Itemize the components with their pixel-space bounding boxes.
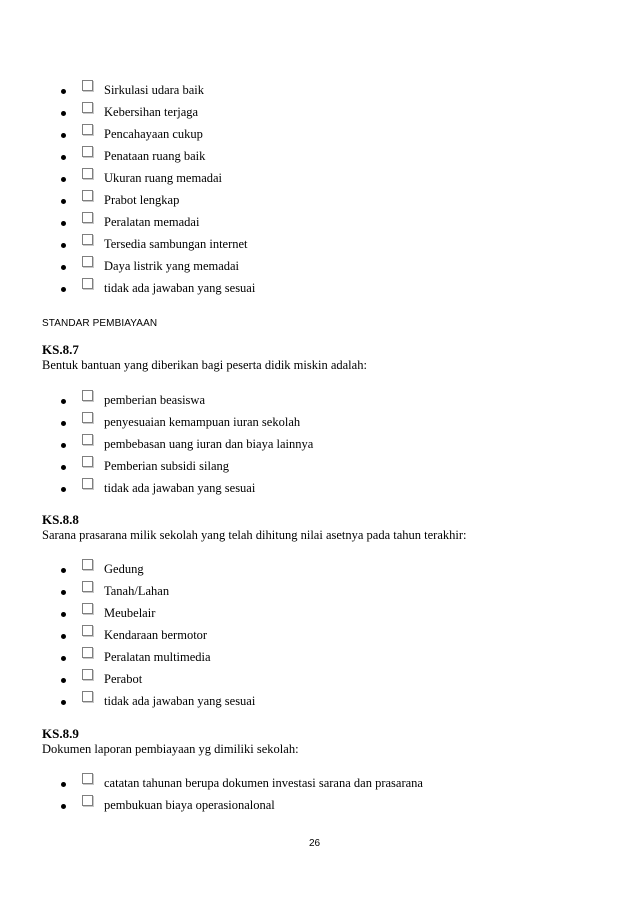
checkbox-icon[interactable] (82, 278, 93, 289)
checkbox-icon[interactable] (82, 581, 93, 592)
checkbox-icon[interactable] (82, 559, 93, 570)
checkbox-icon[interactable] (82, 256, 93, 267)
option-label: Pemberian subsidi silang (104, 459, 229, 473)
bullet-icon (61, 399, 66, 404)
question-options-list (0, 559, 638, 713)
list-item (0, 581, 638, 603)
bullet-icon (61, 656, 66, 661)
option-label: Peralatan multimedia (104, 650, 211, 664)
list-item (0, 390, 638, 412)
checkbox-icon[interactable] (82, 603, 93, 614)
question-id: KS.8.9 (42, 726, 79, 741)
checkbox-icon[interactable] (82, 773, 93, 784)
section-title: STANDAR PEMBIAYAAN (42, 318, 158, 329)
checkbox-icon[interactable] (82, 234, 93, 245)
option-label: Prabot lengkap (104, 193, 180, 207)
option-label: Gedung (104, 562, 144, 576)
bullet-icon (61, 421, 66, 426)
checkbox-icon[interactable] (82, 212, 93, 223)
option-label: pembukuan biaya operasionalonal (104, 798, 275, 812)
option-label: Peralatan memadai (104, 215, 200, 229)
checkbox-icon[interactable] (82, 146, 93, 157)
list-item (0, 669, 638, 691)
list-item (0, 412, 638, 434)
checkbox-icon[interactable] (82, 478, 93, 489)
checkbox-icon[interactable] (82, 625, 93, 636)
list-item (0, 146, 638, 168)
option-label: Tersedia sambungan internet (104, 237, 248, 251)
list-item (0, 102, 638, 124)
option-label: pembebasan uang iuran dan biaya lainnya (104, 437, 314, 451)
list-item (0, 603, 638, 625)
checkbox-icon[interactable] (82, 456, 93, 467)
bullet-icon (61, 782, 66, 787)
bullet-icon (61, 221, 66, 226)
bullet-icon (61, 487, 66, 492)
list-item (0, 478, 638, 500)
facility-options-list (0, 80, 638, 300)
bullet-icon (61, 590, 66, 595)
list-item (0, 559, 638, 581)
question-text: Sarana prasarana milik sekolah yang telah dihitung nilai asetnya pada tahun terakhir: (42, 528, 467, 542)
bullet-icon (61, 89, 66, 94)
option-label: Kendaraan bermotor (104, 628, 208, 642)
list-item (0, 795, 638, 817)
checkbox-icon[interactable] (82, 669, 93, 680)
list-item (0, 212, 638, 234)
bullet-icon (61, 634, 66, 639)
bullet-icon (61, 287, 66, 292)
option-label: Perabot (104, 672, 143, 686)
checkbox-icon[interactable] (82, 390, 93, 401)
question-options-list (0, 390, 638, 500)
option-label: tidak ada jawaban yang sesuai (104, 281, 256, 295)
checkbox-icon[interactable] (82, 80, 93, 91)
option-label: tidak ada jawaban yang sesuai (104, 694, 256, 708)
list-item (0, 80, 638, 102)
list-item (0, 773, 638, 795)
list-item (0, 434, 638, 456)
checkbox-icon[interactable] (82, 124, 93, 135)
question-id: KS.8.8 (42, 512, 79, 527)
option-label: Pencahayaan cukup (104, 127, 203, 141)
option-label: Sirkulasi udara baik (104, 83, 204, 97)
option-label: Meubelair (104, 606, 156, 620)
checkbox-icon[interactable] (82, 795, 93, 806)
list-item (0, 691, 638, 713)
list-item (0, 256, 638, 278)
page-number: 26 (309, 838, 321, 849)
question-text: Dokumen laporan pembiayaan yg dimiliki sekolah: (42, 742, 299, 756)
list-item (0, 456, 638, 478)
bullet-icon (61, 111, 66, 116)
question-id: KS.8.7 (42, 342, 79, 357)
option-label: catatan tahunan berupa dokumen investasi sarana dan prasarana (104, 776, 423, 790)
checkbox-icon[interactable] (82, 434, 93, 445)
bullet-icon (61, 568, 66, 573)
bullet-icon (61, 243, 66, 248)
list-item (0, 278, 638, 300)
option-label: Ukuran ruang memadai (104, 171, 223, 185)
bullet-icon (61, 155, 66, 160)
bullet-icon (61, 443, 66, 448)
option-label: Kebersihan terjaga (104, 105, 199, 119)
checkbox-icon[interactable] (82, 190, 93, 201)
option-label: Tanah/Lahan (104, 584, 170, 598)
bullet-icon (61, 199, 66, 204)
bullet-icon (61, 177, 66, 182)
bullet-icon (61, 465, 66, 470)
option-label: tidak ada jawaban yang sesuai (104, 481, 256, 495)
list-item (0, 124, 638, 146)
option-label: pemberian beasiswa (104, 393, 206, 407)
checkbox-icon[interactable] (82, 102, 93, 113)
bullet-icon (61, 700, 66, 705)
bullet-icon (61, 265, 66, 270)
option-label: Penataan ruang baik (104, 149, 206, 163)
list-item (0, 625, 638, 647)
checkbox-icon[interactable] (82, 168, 93, 179)
checkbox-icon[interactable] (82, 412, 93, 423)
bullet-icon (61, 133, 66, 138)
bullet-icon (61, 804, 66, 809)
checkbox-icon[interactable] (82, 647, 93, 658)
list-item (0, 234, 638, 256)
question-text: Bentuk bantuan yang diberikan bagi peserta didik miskin adalah: (42, 358, 367, 372)
list-item (0, 190, 638, 212)
checkbox-icon[interactable] (82, 691, 93, 702)
list-item (0, 168, 638, 190)
bullet-icon (61, 678, 66, 683)
option-label: penyesuaian kemampuan iuran sekolah (104, 415, 301, 429)
option-label: Daya listrik yang memadai (104, 259, 240, 273)
question-options-list (0, 773, 638, 817)
list-item (0, 647, 638, 669)
bullet-icon (61, 612, 66, 617)
